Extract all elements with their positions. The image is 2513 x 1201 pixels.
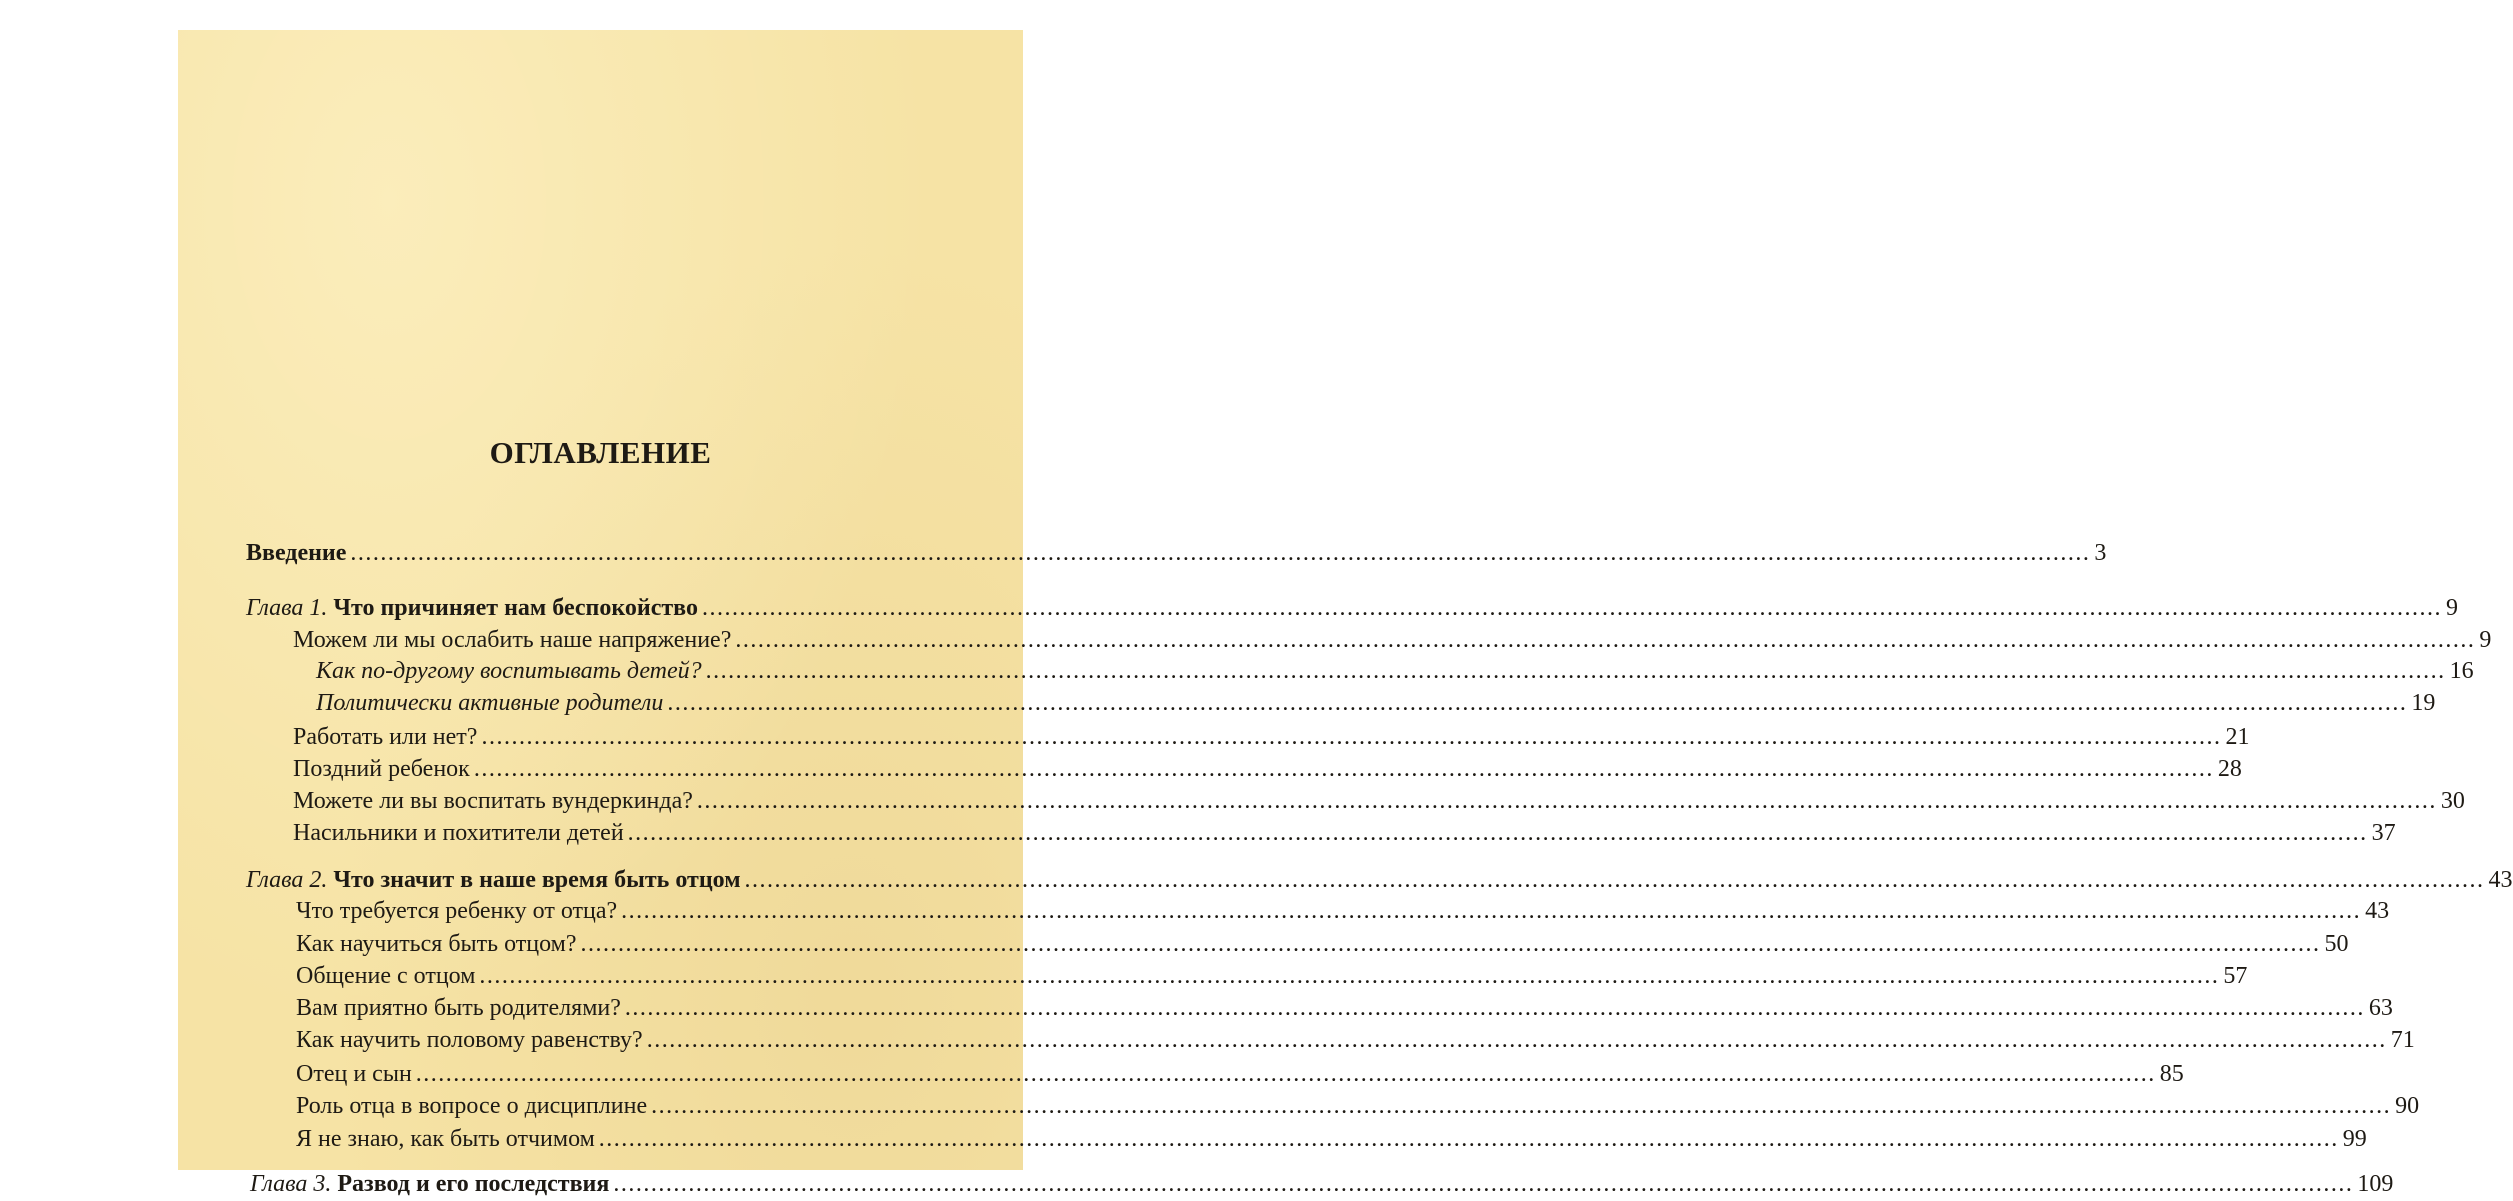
dot-leader xyxy=(745,863,2485,897)
dot-leader xyxy=(667,686,2407,720)
toc-page-number: 50 xyxy=(2324,931,2349,957)
toc-entry-label: Что требуется ребенку от отца? xyxy=(296,898,618,924)
toc-page-number: 3 xyxy=(2094,540,2107,566)
toc-entry-label: Работать или нет? xyxy=(293,724,478,750)
table-of-contents xyxy=(178,30,2513,1197)
dot-leader xyxy=(599,1122,2339,1156)
dot-leader xyxy=(416,1057,2156,1091)
toc-page-number: 43 xyxy=(2488,867,2513,893)
toc-page-number: 90 xyxy=(2395,1093,2420,1119)
page-title: ОГЛАВЛЕНИЕ xyxy=(489,435,712,470)
toc-entry-label: Можем ли мы ослабить наше напряжение? xyxy=(293,627,732,653)
toc-subentry xyxy=(316,654,2474,688)
dot-leader xyxy=(647,1023,2387,1057)
dot-leader xyxy=(628,816,2368,850)
dot-leader xyxy=(697,784,2437,818)
toc-chapter-1 xyxy=(246,591,2458,625)
dot-leader xyxy=(581,927,2321,961)
dot-leader xyxy=(621,894,2361,928)
toc-page-number: 19 xyxy=(2411,690,2436,716)
toc-page-number: 30 xyxy=(2440,788,2465,814)
toc-page-number: 57 xyxy=(2223,963,2248,989)
dot-leader xyxy=(481,720,2221,754)
toc-page-number: 71 xyxy=(2390,1027,2415,1053)
chapter-heading: Что причиняет нам беспокойство xyxy=(333,595,698,621)
toc-entry-label: Поздний ребенок xyxy=(293,756,470,782)
dot-leader xyxy=(625,991,2365,1025)
toc-entry xyxy=(296,991,2393,1025)
toc-page-number: 16 xyxy=(2449,658,2474,684)
dot-leader xyxy=(735,623,2475,657)
dot-leader xyxy=(651,1089,2391,1123)
chapter-heading: Что значит в наше время быть отцом xyxy=(333,867,741,893)
chapter-prefix: Глава 3. xyxy=(250,1171,332,1197)
toc-entry xyxy=(293,784,2465,818)
toc-entry xyxy=(296,959,2248,993)
toc-entry-label: Вам приятно быть родителями? xyxy=(296,995,621,1021)
toc-entry-label: Отец и сын xyxy=(296,1061,412,1087)
toc-entry xyxy=(296,1122,2367,1156)
toc-entry-label: Политически активные родители xyxy=(316,690,664,716)
book-page xyxy=(178,30,2513,1197)
dot-leader xyxy=(706,654,2446,688)
toc-page-number: 109 xyxy=(2357,1171,2394,1197)
toc-chapter-2 xyxy=(246,863,2513,897)
toc-entry-label: Можете ли вы воспитать вундеркинда? xyxy=(293,788,693,814)
toc-entry-label: Общение с отцом xyxy=(296,963,476,989)
toc-entry-label: Роль отца в вопросе о дисциплине xyxy=(296,1093,648,1119)
toc-entry xyxy=(293,623,2492,657)
dot-leader xyxy=(350,536,2090,570)
toc-chapter-3 xyxy=(250,1167,2394,1201)
toc-entry xyxy=(293,816,2396,850)
toc-entry-label: Как научиться быть отцом? xyxy=(296,931,577,957)
toc-page-number: 21 xyxy=(2225,724,2250,750)
toc-entry xyxy=(296,894,2390,928)
toc-entry-label: Как научить половому равенству? xyxy=(296,1027,643,1053)
chapter-prefix: Глава 2. xyxy=(246,867,328,893)
toc-entry-label: Насильники и похитители детей xyxy=(293,820,624,846)
toc-entry-label: Я не знаю, как быть отчимом xyxy=(296,1126,595,1152)
toc-entry xyxy=(296,927,2349,961)
toc-entry xyxy=(296,1023,2415,1057)
toc-page-number: 28 xyxy=(2217,756,2242,782)
toc-entry xyxy=(293,752,2242,786)
dot-leader xyxy=(702,591,2442,625)
toc-entry xyxy=(293,720,2250,754)
toc-entry-label: Введение xyxy=(246,540,347,566)
toc-page-number: 9 xyxy=(2445,595,2458,621)
chapter-prefix: Глава 1. xyxy=(246,595,328,621)
toc-page-number: 37 xyxy=(2371,820,2396,846)
chapter-heading: Развод и его последствия xyxy=(337,1171,610,1197)
dot-leader xyxy=(474,752,2214,786)
toc-entry-intro xyxy=(246,536,2107,570)
toc-page-number: 9 xyxy=(2479,627,2492,653)
toc-page-number: 63 xyxy=(2368,995,2393,1021)
toc-entry xyxy=(296,1089,2420,1123)
toc-page-number: 99 xyxy=(2342,1126,2367,1152)
toc-subentry xyxy=(316,686,2436,720)
toc-page-number: 43 xyxy=(2365,898,2390,924)
toc-entry-label: Как по-другому воспитывать детей? xyxy=(316,658,702,684)
toc-page-number: 85 xyxy=(2159,1061,2184,1087)
dot-leader xyxy=(613,1167,2353,1201)
dot-leader xyxy=(479,959,2219,993)
toc-entry xyxy=(296,1057,2184,1091)
